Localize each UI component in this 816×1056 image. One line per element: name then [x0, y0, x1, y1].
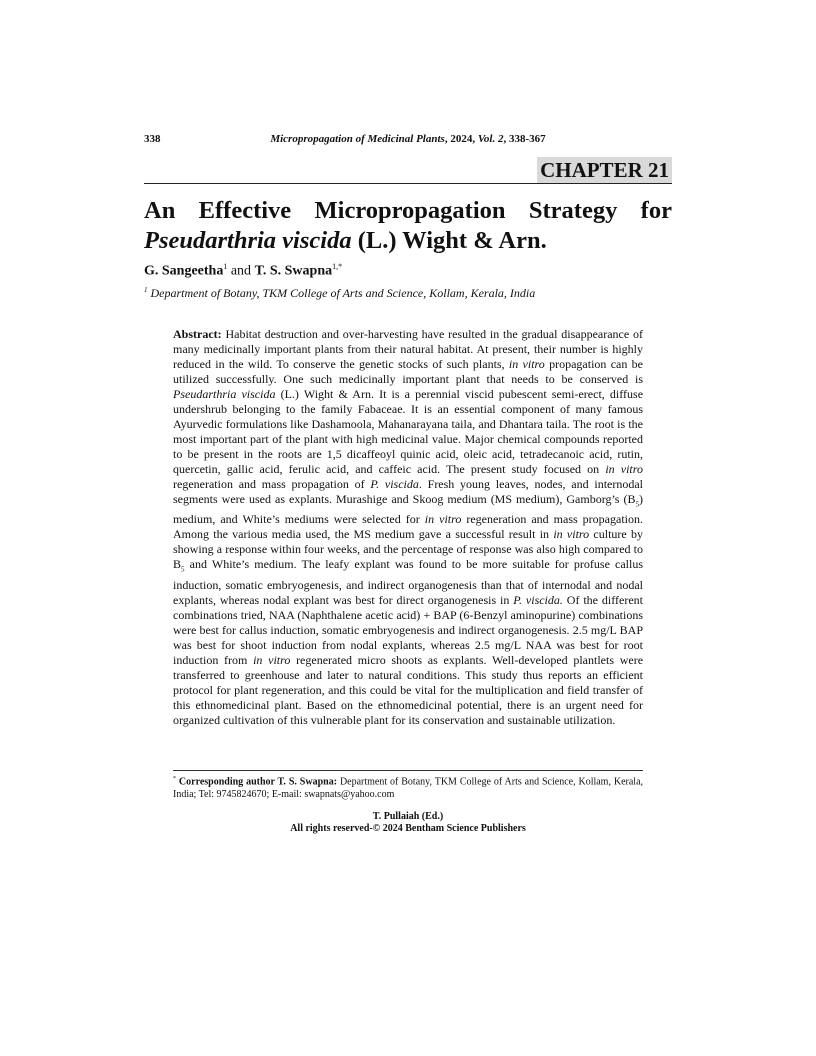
abstract-italic: in vitro: [253, 652, 291, 667]
copyright-line: All rights reserved-© 2024 Bentham Science Publishers: [290, 823, 526, 834]
abstract-text: . Fresh young leaves, nodes, and internodal segments were used as explants. Murashige and Skoog medium (MS medium), Gamborg’s (B: [173, 477, 644, 506]
title-word: for: [640, 197, 672, 224]
abstract-text: regeneration and mass propagation of: [173, 477, 365, 491]
article-title: [144, 196, 672, 256]
abstract-text: culture by showing a response within four weeks, and the percentage of response was also high compared to B: [173, 527, 643, 572]
title-word: Effective: [198, 197, 292, 224]
abstract-italic: in vitro: [424, 512, 462, 527]
abstract-label: Abstract:: [173, 327, 222, 341]
footnote-text: Department of Botany, TKM College of Arts and Science, Kollam, Kerala, India; Tel: 9745824670; E-mail: swapnats@yahoo.com: [173, 776, 644, 801]
abstract-text: and White’s medium. The leafy explant was found to be more suitable for profuse callus induction, somatic embryogenesis, and indirect organogenesis than that of internodal and nodal explants, whereas nodal explant was best for direct organogenesis in: [173, 557, 644, 607]
affiliation-marker: 1: [144, 286, 148, 294]
abstract-subscript: 5: [635, 500, 639, 509]
affiliation: [144, 286, 535, 301]
abstract-text: regeneration and mass propagation. Among the various media used, the MS medium gave a successful result in: [173, 512, 643, 542]
page-number: 338: [144, 133, 161, 145]
title-species: Pseudarthria viscida: [144, 227, 352, 254]
author-2: T. S. Swapna: [254, 263, 333, 279]
editor-line: T. Pullaiah (Ed.): [372, 811, 444, 822]
abstract-text: propagation can be utilized successfully. One such medicinally important plant that needs to be conserved is: [173, 357, 644, 386]
chapter-label: CHAPTER 21: [537, 157, 672, 183]
abstract-italic: Pseudarthria viscida: [173, 387, 276, 401]
journal-year: 2024: [450, 133, 473, 145]
journal-volume: Vol. 2: [477, 133, 504, 145]
abstract-italic: in vitro: [605, 462, 643, 476]
affiliation-text: Department of Botany, TKM College of Arts and Science, Kollam, Kerala, India: [150, 286, 536, 300]
abstract-text: ) medium, and White’s mediums were selected for: [173, 492, 643, 527]
title-word: Strategy: [528, 197, 618, 224]
authors-and: and: [230, 263, 252, 279]
corresponding-author-footnote: [173, 773, 643, 801]
abstract-text: Of the different combinations tried, NAA (Naphthalene acetic acid) + BAP (6-Benzyl aminopurine) combinations were best for callus induction, somatic embryogenesis and indirect organogenesis. 2.5 mg/L BAP was best for shoot induction from nodal explants, whereas 2.5 mg/L NAA was best for root induction from: [173, 592, 643, 667]
abstract-text: Habitat destruction and over-harvesting have resulted in the gradual disappearance of many medicinally important plants from their natural habitat. At present, their number is highly reduced in the wild. To conserve the genetic stocks of such plants,: [173, 327, 643, 371]
abstract-text: (L.) Wight & Arn. It is a perennial viscid pubescent semi-erect, diffuse undershrub belonging to the family Fabaceae. It is an essential component of many famous Ayurvedic formulations like Dashamoola, Mahanarayana taila, and Dhantara taila. The root is the most important part of the plant with high medicinal value. Major chemical compounds reported to be present in the roots are 1,5 dicaffeoyl quinic acid, oleic acid, tetradecanoic acid, rutin, quercetin, gallic acid, ferulic acid, and caffeic acid. The present study focused on: [173, 387, 644, 476]
abstract-italic: in vitro: [508, 357, 545, 371]
title-word: Micropropagation: [314, 197, 506, 224]
journal-pages: 338-367: [509, 133, 546, 145]
title-authority: (L.) Wight & Arn.: [357, 227, 547, 254]
abstract-italic: P. viscida.: [513, 592, 563, 607]
authors: [144, 262, 342, 280]
chapter-divider: [144, 183, 672, 184]
author-2-affiliation: 1,*: [332, 262, 343, 271]
abstract-italic: in vitro: [553, 527, 590, 542]
footnote-divider: [173, 770, 643, 771]
title-line-1: [144, 196, 672, 226]
author-1-affiliation: 1: [223, 262, 228, 271]
title-line-2: [144, 226, 672, 256]
title-word: An: [144, 197, 176, 224]
abstract-text: regenerated micro shoots as explants. Well-developed plantlets were transferred to greenhouse and later to natural conditions. This study thus reports an efficient protocol for plant regeneration, and this could be vital for the multiplication and field transfer of this ethnomedicinal plant. Based on the ethnomedicinal potential, there is an urgent need for organized cultivation of this vulnerable plant for its conservation and sustainable utilization.: [173, 652, 644, 727]
author-1: G. Sangeetha: [144, 263, 224, 279]
abstract: [173, 327, 643, 728]
journal-title: Micropropagation of Medicinal Plants: [270, 133, 445, 145]
running-head: Micropropagation of Medicinal Plants, 2024, Vol. 2, 338-367: [270, 133, 546, 145]
footnote-marker: *: [173, 776, 176, 782]
abstract-subscript: 5: [181, 565, 185, 574]
abstract-italic: P. viscida: [370, 477, 419, 491]
footnote-label: Corresponding author T. S. Swapna:: [178, 776, 338, 788]
